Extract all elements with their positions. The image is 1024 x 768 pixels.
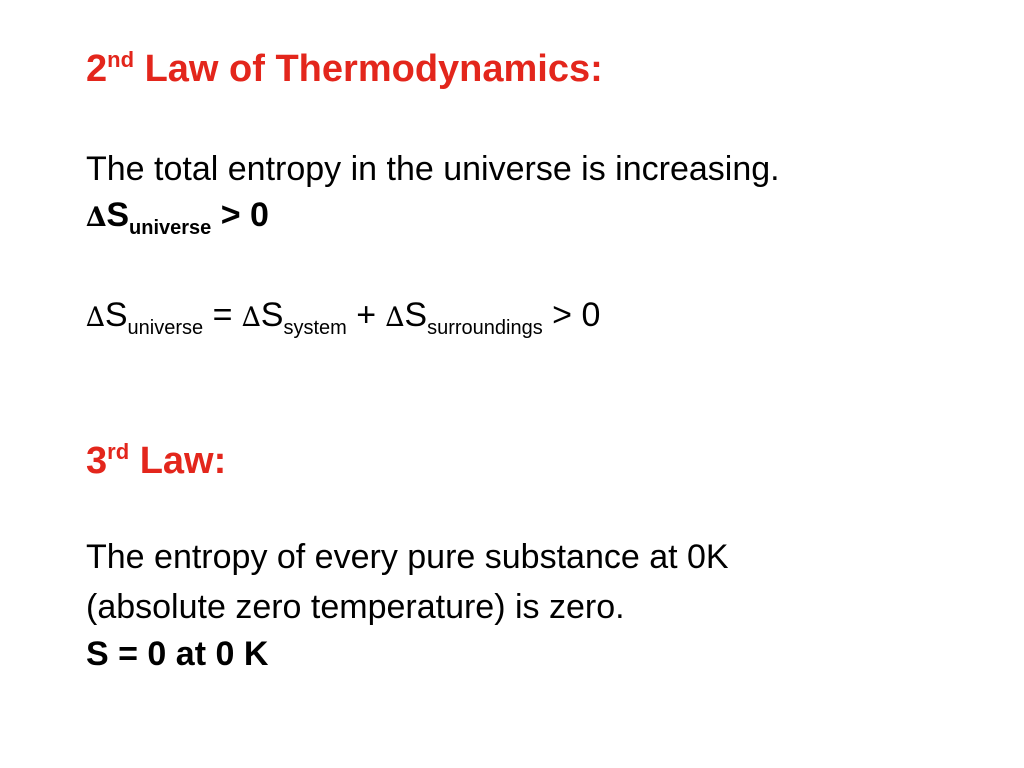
third-law-statement-line-2: (absolute zero temperature) is zero.: [86, 588, 625, 626]
inequality-rest: > 0: [211, 196, 269, 234]
equation-rest: > 0: [542, 296, 601, 334]
plus-sign: +: [346, 296, 386, 334]
third-law-number: 3: [86, 440, 108, 482]
second-law-ordinal-suffix: nd: [107, 47, 135, 72]
third-law-ordinal-suffix: rd: [107, 439, 130, 464]
equals-sign: =: [203, 296, 242, 334]
entropy-symbol: S: [106, 196, 130, 234]
delta-symbol: ∆: [86, 202, 107, 233]
entropy-symbol: S: [104, 296, 128, 334]
third-law-heading: [86, 439, 227, 482]
delta-symbol: ∆: [86, 302, 105, 333]
second-law-heading: [86, 47, 603, 90]
second-law-statement: The total entropy in the universe is increasing.: [86, 150, 780, 188]
universe-subscript: universe: [129, 217, 212, 239]
delta-symbol: ∆: [385, 302, 405, 333]
second-law-number: 2: [86, 48, 108, 90]
universe-subscript: universe: [127, 317, 204, 339]
third-law-formula: S = 0 at 0 K: [86, 635, 269, 673]
entropy-symbol: S: [260, 296, 284, 334]
third-law-title-text: Law:: [129, 440, 227, 482]
surroundings-subscript: surroundings: [427, 317, 543, 339]
system-subscript: system: [283, 317, 347, 339]
third-law-statement-line-1: The entropy of every pure substance at 0K: [86, 538, 729, 576]
entropy-symbol: S: [404, 296, 428, 334]
delta-symbol: ∆: [241, 302, 261, 333]
second-law-title-text: Law of Thermodynamics:: [134, 48, 603, 90]
entropy-equation: [86, 296, 601, 339]
second-law-inequality: [86, 196, 269, 239]
